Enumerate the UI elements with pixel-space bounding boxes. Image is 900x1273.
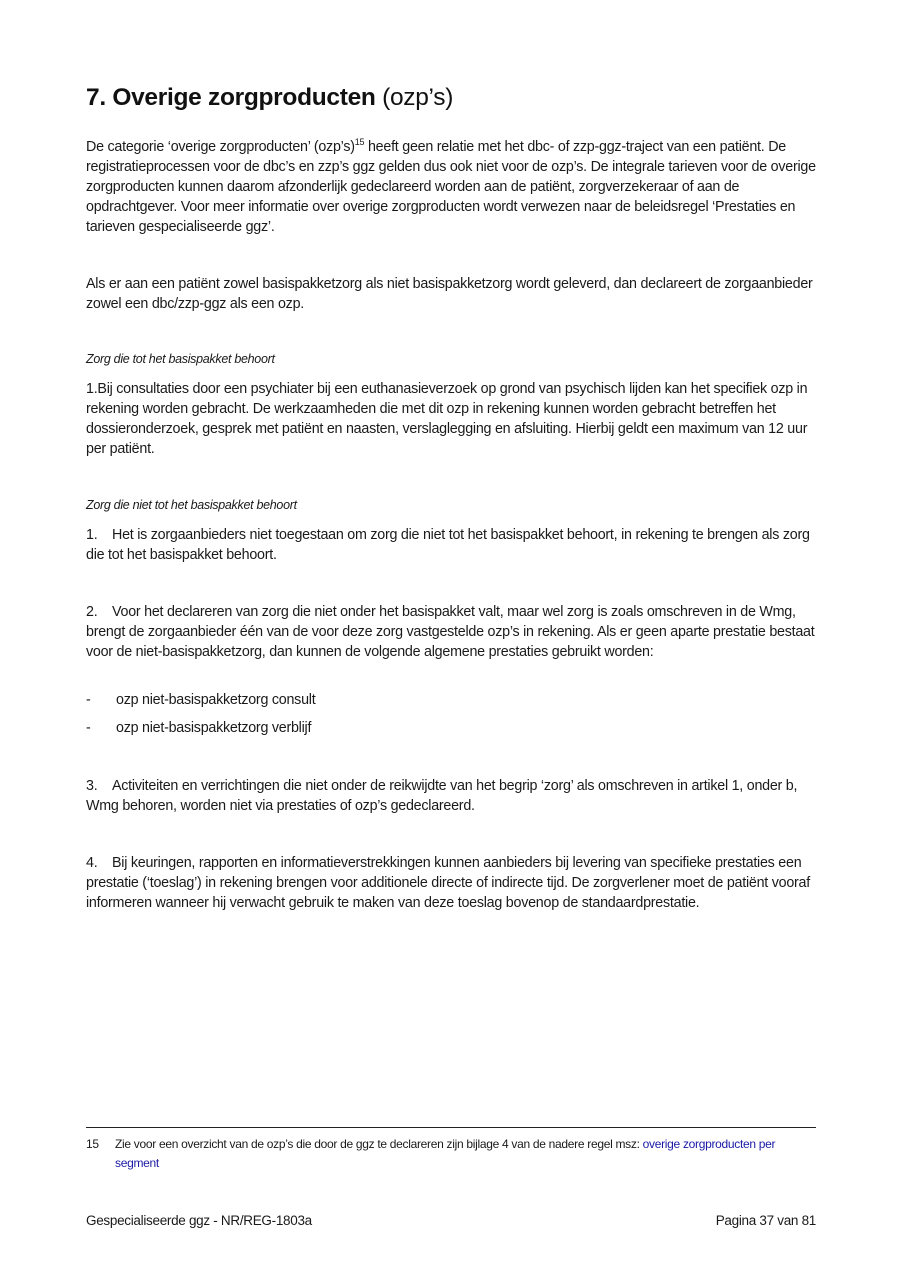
item-number: 2. xyxy=(86,604,98,620)
item-text: Het is zorgaanbieders niet toegestaan om zorg die niet tot het basispakket behoort, in rekening te brengen als zorg die tot het basispakket behoort. xyxy=(86,527,810,563)
footnote-text: Zie voor een overzicht van de ozp’s die door de ggz te declareren zijn bijlage 4 van de nadere regel msz: xyxy=(115,1137,643,1151)
item-text: Bij keuringen, rapporten en informatieverstrekkingen kunnen aanbieders bij levering van specifieke prestaties een prestatie (‘toeslag’) in rekening brengen voor additionele directe of indirecte tijd. De zorgverlener moet de patiënt vooraf informeren wanneer hij verwacht gebruik te maken van deze toeslag bovenop de standaardprestatie. xyxy=(86,855,810,911)
footnote-text-block xyxy=(115,1135,816,1173)
bullet-dash: - xyxy=(86,692,91,708)
bullet-text: ozp niet-basispakketzorg consult xyxy=(116,692,316,708)
item-text: Activiteiten en verrichtingen die niet onder de reikwijdte van het begrip ‘zorg’ als omschreven in artikel 1, onder b, Wmg behoren, worden niet via prestaties of ozp’s gedeclareerd. xyxy=(86,778,798,814)
combined-care-paragraph: Als er aan een patiënt zowel basispakketzorg als niet basispakketzorg wordt geleverd, dan declareert de zorgaanbieder zowel een dbc/zzp-ggz als een ozp. xyxy=(86,276,813,312)
footnote xyxy=(86,1135,816,1173)
intro-part2: heeft geen relatie met het dbc- of zzp-ggz-traject van een patiënt. De registratieprocessen voor de dbc’s en zzp’s ggz gelden dus ook niet voor de ozp’s. De integrale tarieven voor de overige zorgproducten kunnen daarom afzonderlijk gedeclareerd worden aan de patiënt, zorgverzekeraar of aan de opdrachtgever. Voor meer informatie over overige zorgproducten wordt verwezen naar de beleidsregel ‘Prestaties en tarieven gespecialiseerde ggz’. xyxy=(86,139,816,235)
item-number: 4. xyxy=(86,855,98,871)
bullet-text: ozp niet-basispakketzorg verblijf xyxy=(116,720,312,736)
item-number: 3. xyxy=(86,778,98,794)
heading-main: 7. Overige zorgproducten xyxy=(86,84,383,111)
niet-basis-item-4 xyxy=(86,853,816,913)
niet-basis-item-2 xyxy=(86,602,816,662)
intro-paragraph xyxy=(86,137,816,237)
item-number: 1. xyxy=(86,527,98,543)
footer-document-id: Gespecialiseerde ggz - NR/REG-1803a xyxy=(86,1213,312,1228)
heading-paren: (ozp’s) xyxy=(382,84,454,111)
niet-basis-item-1 xyxy=(86,525,816,565)
footnote-divider xyxy=(86,1127,816,1128)
bullet-item xyxy=(86,690,315,710)
footer-page-number: Pagina 37 van 81 xyxy=(715,1213,816,1228)
subheading-niet-basis: Zorg die niet tot het basispakket behoort xyxy=(86,498,297,512)
footnote-ref[interactable]: 15 xyxy=(354,137,365,147)
bullet-item xyxy=(86,718,311,738)
intro-part1: De categorie ‘overige zorgproducten’ (ozp’s) xyxy=(86,139,355,155)
section-heading xyxy=(86,84,453,112)
bullet-dash: - xyxy=(86,720,91,736)
footnote-number: 15 xyxy=(86,1137,99,1151)
item-text: Voor het declareren van zorg die niet onder het basispakket valt, maar wel zorg is zoals omschreven in de Wmg, brengt de zorgaanbieder één van de voor deze zorg vastgestelde ozp’s in rekening. Als er geen aparte prestatie bestaat voor de niet-basispakketzorg, dan kunnen de volgende algemene prestaties gebruikt worden: xyxy=(86,604,815,660)
footnote-link[interactable]: overige zorgproducten per segment xyxy=(115,1137,776,1170)
basis-item-1: 1.Bij consultaties door een psychiater bij een euthanasieverzoek op grond van psychisch lijden kan het specifiek ozp in rekening worden gebracht. De werkzaamheden die met dit ozp in rekening kunnen worden gebracht betreffen het dossieronderzoek, gesprek met patiënt en naasten, verslaglegging en afsluiting. Hierbij geldt een maximum van 12 uur per patiënt. xyxy=(86,381,808,457)
subheading-basis: Zorg die tot het basispakket behoort xyxy=(86,352,275,366)
niet-basis-item-3 xyxy=(86,776,816,816)
